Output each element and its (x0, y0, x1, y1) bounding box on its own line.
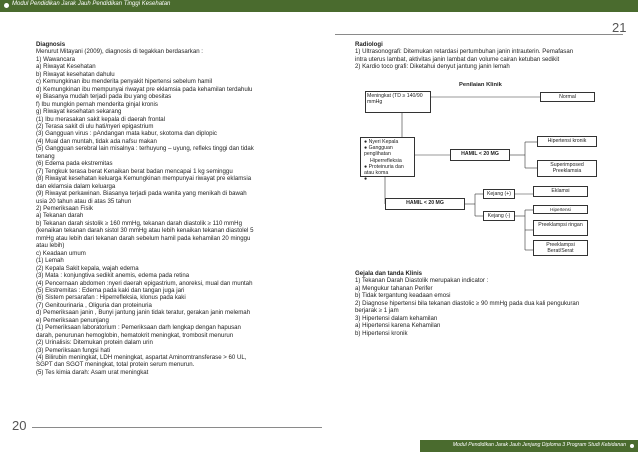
text-line: 1) Tekanan Darah Diastolik merupakan indicator : (355, 277, 489, 285)
text-line: (6) Sistem persarafan : Hiperrefleksia, klonus pada kaki (36, 294, 186, 302)
text-line: tenang (36, 152, 55, 160)
text-line: a) Tekanan darah (36, 212, 84, 220)
text-line: mmHg atau lebih dari tekanan darah sebelum hamil pada kehamilan 20 minggu (36, 234, 251, 242)
text-line: 2) Kardio toco grafi: Diketahui denyut jantung janin lemah (355, 63, 510, 71)
text-line: intra uterus lambat, aktivitas janin lambat dan volume cairan ketuban sedikit (355, 55, 560, 63)
eklamsi-box: Eklamsi (533, 186, 588, 197)
clinical-assessment-diagram (355, 82, 610, 260)
normal-box: Normal (540, 92, 595, 102)
superimposed-box: Superimposed Preeklamsia (537, 160, 597, 177)
bullet-icon (630, 444, 634, 448)
text-line: 1) Ultrasonografi: Ditemukan retardasi pertumbuhan janin intrauterin. Pemafasan (355, 48, 574, 56)
symptoms-box: ● Nyeri Kepala ● Gangguan penglihatan Hiperrefleksia ● Proteinuria dan atau koma ● (360, 137, 415, 177)
hamil-box-bottom: HAMIL < 20 MG (385, 198, 465, 210)
kejang-negative-box: Kejang (-) (483, 211, 515, 221)
text-line: (5) Gangguan serebral lain misalnya : terhuyung – uyung, refleks tinggi dan tidak (36, 145, 254, 153)
hamil-box-top: HAMIL < 20 MG (450, 149, 510, 161)
text-line: Menurut Mitayani (2009), diagnosis di tegakkan berdasarkan : (36, 48, 203, 56)
text-line: (3) Gangguan virus : pAndangan mata kabur, skotoma dan diplopic (36, 130, 217, 138)
text-line: a) Hipertensi karena Kehamilan (355, 322, 441, 330)
diagram-title: Penilaian Klinik (459, 82, 502, 88)
text-line: Diagnosis (36, 41, 66, 48)
header-text: Modul Pendidikan Jarak Jauh Pendidikan Tinggi Kesehatan (12, 1, 171, 7)
text-line: c) Kemungkinan ibu menderita penyakit hipertensi sebelum hamil (36, 78, 213, 86)
symptom-4: Proteinuria dan atau koma (364, 163, 404, 177)
bullet-icon (4, 3, 9, 8)
text-line: b) Riwayat kesehatan dahulu (36, 70, 115, 78)
divider-right (335, 34, 623, 35)
hipertensi-kronik-box: Hipertensi kronik (537, 136, 597, 147)
page-number-right: 21 (612, 20, 627, 35)
header-bar (0, 0, 638, 12)
symptom-3: Hiperrefleksia (370, 157, 402, 164)
text-line: (5) Ekstremitas : Edema pada kaki dan tangan juga jari (36, 286, 185, 294)
footer-text: Modul Pendidikan Jarak Jauh Jenjang Diploma 3 Program Studi Kebidanan (452, 442, 626, 448)
text-line: (4) Pencernaan abdomen :nyeri daerah epigastrium, anoreksi, mual dan muntah (36, 279, 253, 287)
text-line: e) Pemeriksaan penunjang (36, 316, 109, 324)
text-line: 1) Wawancara (36, 55, 76, 63)
text-line: (5) Tes kimia darah: Asam urat meningkat (36, 368, 149, 376)
text-line: c) Keadaan umum (36, 249, 86, 257)
text-line: (3) Pemeriksaan fungsi hati (36, 346, 111, 354)
text-line: (2) Kepala Sakit kepala, wajah edema (36, 264, 139, 272)
text-line: (1) Pemeriksaan laboratorium : Pemeriksaan darh lengkap dengan hapusan (36, 324, 241, 332)
text-line: Radiologi (355, 41, 383, 48)
text-line: usia 20 tahun atau di atas 35 tahun (36, 197, 132, 205)
text-line: d) Kemungkinan ibu mempunyai riwayat pre eklamsia pada kehamilan terdahulu (36, 85, 253, 93)
text-line: b) Hipertensi kronik (355, 329, 408, 337)
text-line: 3) Hipertensi dalam kehamilan (355, 314, 438, 322)
text-line: dan eklamsia dalam keluarga (36, 182, 116, 190)
radiologi-section (355, 41, 625, 71)
text-line: (1) Ibu merasakan sakit kepala di daerah frontal (36, 115, 166, 123)
gejala-section (355, 270, 625, 337)
footer-bar (420, 440, 638, 452)
text-line: (2) Terasa sakit di ulu hati/nyeri epigastrium (36, 122, 154, 130)
left-column (36, 41, 321, 376)
text-line: e) Biasanya mudah terjadi pada ibu yang obesitas (36, 93, 172, 101)
text-line: (1) Lemah (36, 257, 64, 265)
text-line: a) Riwayat Kesehatan (36, 63, 96, 71)
text-line: Gejala dan tanda Klinis (355, 270, 423, 277)
text-line: (2) Urinalisis: Ditemukan protein dalam urin (36, 339, 153, 347)
text-line: b) Tidak tergantung keadaan emosi (355, 292, 451, 300)
text-line: (8) Riwayat kesehatan keluarga Kemungkinan mempunyai riwayat pre eklamsia (36, 175, 252, 183)
text-line: (7) Tengkuk terasa berat Kenaikan berat badan mencapai 1 kg seminggu (36, 167, 233, 175)
text-line: berjarak ≥ 1 jam (355, 307, 399, 315)
divider-left (32, 427, 322, 428)
symptom-2: Gangguan penglihatan (364, 145, 393, 158)
text-line: (6) Edema pada ekstremitas (36, 160, 113, 168)
text-line: g) Riwayat kesehatan sekarang (36, 108, 122, 116)
text-line: d) Pemeriksaan janin , Bunyi jantung janin tidak teratur, gerakan janin melemah (36, 309, 251, 317)
text-line: 2) Diagnose hipertensi bila tekanan diastolic ≥ 90 mmHg pada dua kali pengukuran (355, 299, 580, 307)
text-line: a) Mengukur tahanan Perifer (355, 284, 433, 292)
page-number-left: 20 (12, 418, 27, 433)
hipertensi-box: Hipertensi (533, 205, 588, 214)
text-line: (9) Riwayat perkawinan. Biasanya terjadi pada wanita yang menikah di bawah (36, 190, 247, 198)
text-line: (7) Genitourinaria , Oliguria dan proteinuria (36, 301, 152, 309)
td-box: Meningkat (TD ≥ 140/90 mmHg (365, 91, 431, 113)
text-line: f) Ibu mungkin pernah menderita ginjal kronis (36, 100, 158, 108)
kejang-positive-box: Kejang (+) (483, 189, 515, 199)
text-line: (kenaikan tekanan darah sistol 30 mmHg atau lebih kenaikan tekanan diastolel 5 (36, 227, 254, 235)
text-line: (4) Bilirubin meningkat, LDH meningkat, aspartat Aminomtransferase > 60 UL, (36, 354, 247, 362)
text-line: SGPT dan SGOT meningkat, total protein serum menurun. (36, 361, 195, 369)
text-line: b) Tekanan darah sistolik ≥ 160 mmHg, tekanan darah diastolik ≥ 110 mmHg (36, 219, 242, 227)
preeklampsi-ringan-box: Preeklampsi ringan (533, 220, 588, 236)
symptom-1: Nyeri Kepala (368, 139, 399, 145)
text-line: (3) Mata : konjungtiva sedikit anemis, edema pada retina (36, 272, 190, 280)
text-line: 2) Pemeriksaan Fisik (36, 204, 93, 212)
text-line: atau lebih) (36, 242, 65, 250)
text-line: (4) Mual dan muntah, tidak ada nafsu makan (36, 137, 157, 145)
preeklampsi-berat-box: Preeklampsi Berat/Serat (533, 240, 588, 256)
text-line: darah, penurunan hemoglobin, hematokrit meningkat, trombosit menurun (36, 331, 234, 339)
